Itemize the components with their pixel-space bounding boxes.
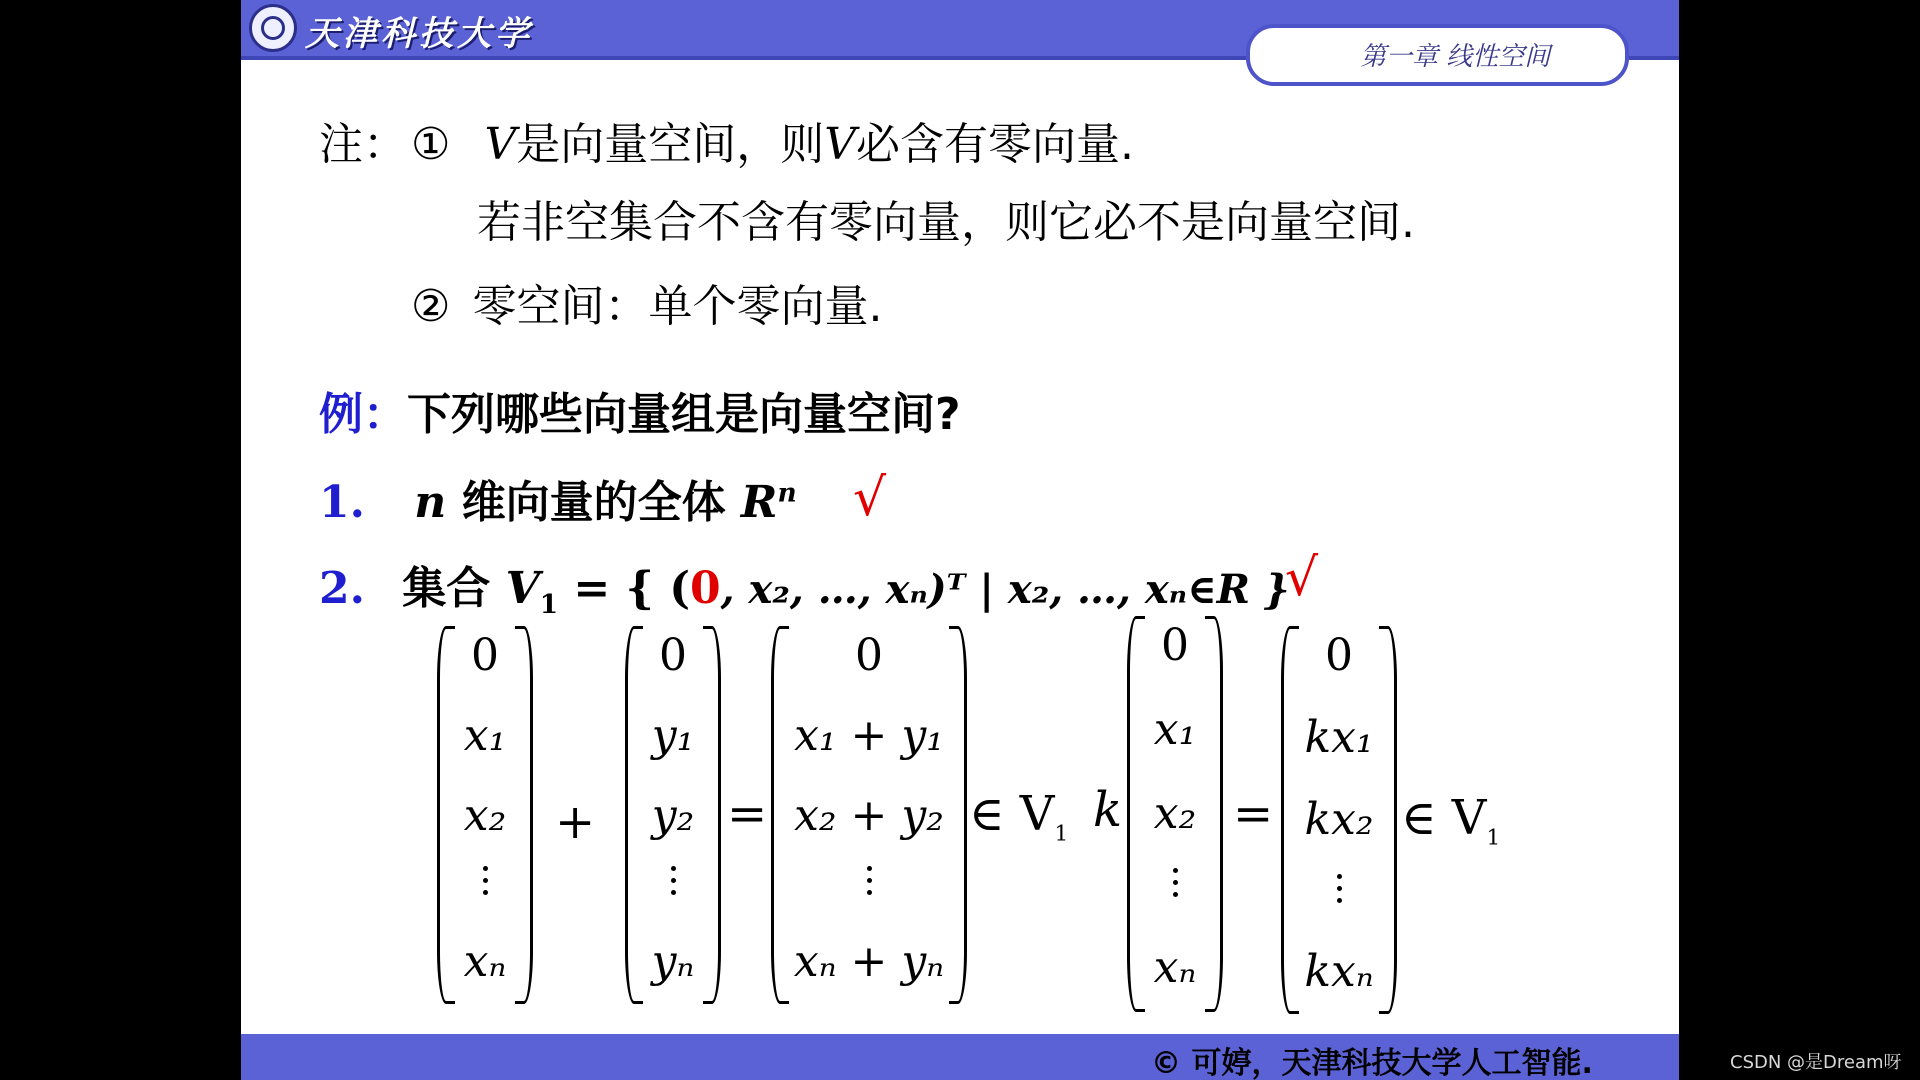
matrix-kx-entry-1: 0	[1325, 630, 1353, 681]
matrix-x-entry-3: x₂	[463, 790, 507, 841]
footer-copyright: © 可婷，天津科技大学人工智能.	[1151, 1046, 1593, 1080]
note-1-line-2: 若非空集合不含有零向量，则它必不是向量空间.	[477, 197, 1415, 248]
vertical-dots	[1127, 868, 1223, 897]
matrix-sum-entry-3: x₂ + y₂	[794, 790, 944, 841]
item-2-set-name: V	[505, 563, 540, 614]
belongs-sub: 1	[1054, 821, 1069, 847]
matrix-sum	[771, 626, 967, 1004]
item-1-set: R	[740, 477, 778, 528]
note-2	[411, 270, 882, 334]
matrix-x2-entry-n: xₙ	[1153, 942, 1197, 993]
vertical-dots	[625, 866, 721, 895]
note-1-text-end: 必含有零向量.	[856, 119, 1135, 170]
note-1-var-2: V	[824, 119, 857, 170]
note-label: 注：	[319, 119, 407, 170]
plus-sign: +	[555, 794, 596, 850]
item-1-var: n	[414, 477, 447, 528]
matrix-x-entry-2: x₁	[463, 710, 507, 761]
matrix-y	[625, 626, 721, 1004]
matrix-y-entry-2: y₁	[651, 710, 695, 761]
university-seal-icon	[249, 4, 297, 52]
matrix-sum-entry-1: 0	[855, 630, 883, 681]
item-2-set-sub: 1	[539, 588, 559, 620]
belongs-text: ∈ V	[969, 786, 1055, 842]
example-question: 下列哪些向量组是向量空间?	[407, 389, 961, 440]
matrix-kx	[1281, 626, 1397, 1014]
matrix-x2-entry-2: x₁	[1153, 704, 1197, 755]
matrix-sum-entry-2: x₁ + y₁	[794, 710, 944, 761]
matrix-y-entry-n: yₙ	[651, 936, 695, 987]
slide	[241, 0, 1679, 1080]
matrix-kx-entry-2: kx₁	[1304, 712, 1374, 763]
matrix-y-entry-3: y₂	[651, 790, 695, 841]
belongs-v1-b	[1401, 790, 1500, 851]
item-2-zero: 0	[690, 563, 721, 614]
matrix-x	[437, 626, 533, 1004]
note-1-text: 是向量空间，则	[516, 119, 825, 170]
item-1-check-icon: √	[853, 468, 887, 528]
note-2-marker: ②	[411, 281, 451, 332]
item-2-number: 2.	[319, 563, 365, 614]
equals-sign: =	[727, 786, 768, 842]
note-1-marker: ①	[411, 119, 451, 170]
note-2-text: 零空间：单个零向量.	[472, 281, 883, 332]
scalar-k: k	[1093, 782, 1123, 838]
matrix-x2-entry-3: x₂	[1153, 788, 1197, 839]
matrix-x2-entry-1: 0	[1161, 620, 1189, 671]
note-1-var: V	[484, 119, 517, 170]
example-item-2	[319, 552, 1290, 620]
note-1	[319, 108, 1134, 172]
matrix-x-entry-n: xₙ	[463, 936, 507, 987]
example-heading	[319, 378, 961, 442]
matrix-x-entry-1: 0	[471, 630, 499, 681]
belongs-v1-a	[969, 786, 1068, 847]
matrix-kx-entry-n: kxₙ	[1304, 946, 1374, 997]
example-label: 例：	[319, 389, 407, 440]
example-item-1	[319, 466, 797, 530]
equals-sign-2: =	[1233, 786, 1274, 842]
belongs-text: ∈ V	[1401, 790, 1487, 846]
vertical-dots	[1281, 874, 1397, 903]
vertical-dots	[771, 866, 967, 895]
vertical-dots	[437, 866, 533, 895]
matrix-y-entry-1: 0	[659, 630, 687, 681]
item-1-number: 1.	[319, 477, 365, 528]
matrix-kx-entry-3: kx₂	[1304, 794, 1374, 845]
belongs-sub: 1	[1486, 825, 1501, 851]
matrix-sum-entry-n: xₙ + yₙ	[793, 936, 945, 987]
watermark: CSDN @是Dream呀	[1730, 1052, 1902, 1073]
item-2-check-icon: √	[1285, 548, 1319, 608]
item-2-open: = { (	[558, 563, 691, 614]
matrix-x-scaled	[1127, 616, 1223, 1012]
school-name: 天津科技大学	[305, 14, 533, 54]
item-1-set-sup: n	[777, 477, 797, 509]
item-2-text: 集合	[402, 563, 491, 614]
chapter-tab	[1246, 24, 1629, 86]
item-2-expr: , x₂, …, xₙ)ᵀ | x₂, …, xₙ∈R }	[720, 566, 1290, 613]
chapter-title: 第一章 线性空间	[1360, 42, 1551, 72]
item-1-text: 维向量的全体	[461, 477, 726, 528]
